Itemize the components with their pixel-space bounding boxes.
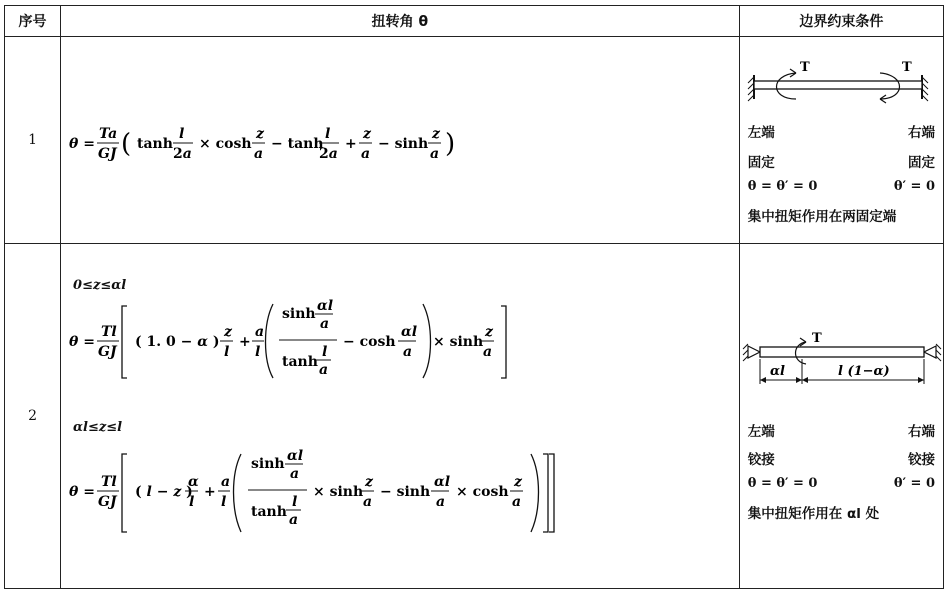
formula-1-equation	[61, 37, 737, 242]
row-index: 2	[5, 244, 61, 589]
svg-text:Tl: Tl	[101, 474, 117, 490]
svg-text:l: l	[224, 344, 230, 360]
header-index: 序号	[5, 6, 61, 37]
load-note-row	[748, 205, 935, 225]
boundary-equations	[748, 476, 935, 491]
row-index: 1	[5, 37, 61, 244]
svg-text:2a: 2a	[319, 146, 338, 162]
svg-text:a: a	[512, 494, 522, 510]
svg-text:GJ: GJ	[98, 146, 117, 162]
svg-text:θ =: θ =	[69, 484, 95, 500]
svg-text:− tanh: − tanh	[271, 136, 324, 152]
torque-label-left: T	[799, 60, 810, 75]
svg-text:Tl: Tl	[101, 324, 117, 340]
svg-text:tanh: tanh	[251, 504, 287, 520]
svg-text:a: a	[221, 474, 231, 490]
svg-text:tanh: tanh	[282, 354, 318, 370]
svg-text:l: l	[189, 494, 195, 510]
svg-text:a: a	[483, 344, 493, 360]
svg-text:× sinh: × sinh	[433, 334, 484, 350]
svg-text:a: a	[363, 494, 373, 510]
svg-text:z: z	[363, 126, 371, 142]
right-end-label: 右端	[908, 424, 935, 440]
support-types	[748, 151, 935, 171]
svg-text:− sinh: − sinh	[378, 136, 429, 152]
left-end-label: 左端	[747, 125, 775, 141]
range-label-2: αl≤z≤l	[73, 420, 123, 435]
svg-text:l: l	[179, 126, 185, 142]
svg-text:( 1. 0 − α ): ( 1. 0 − α )	[135, 334, 220, 350]
svg-text:sinh: sinh	[251, 456, 285, 472]
svg-text:+: +	[204, 484, 216, 500]
svg-text:( l − z ): ( l − z )	[135, 484, 193, 500]
right-support-type: 固定	[908, 155, 935, 171]
pinned-beam-diagram	[740, 244, 944, 394]
svg-text:αl: αl	[287, 448, 304, 464]
svg-text:z: z	[365, 474, 373, 490]
formula-cell	[61, 37, 740, 244]
svg-text:a: a	[320, 316, 330, 332]
svg-text:a: a	[436, 494, 446, 510]
left-boundary-eq: θ = θ′ = 0	[747, 179, 818, 194]
torsion-table	[4, 5, 944, 589]
svg-text:Ta: Ta	[99, 126, 118, 142]
load-note: 集中扭矩作用在 αl 处	[747, 506, 880, 522]
svg-text:2a: 2a	[173, 146, 192, 162]
left-support-type: 固定	[747, 155, 775, 171]
right-boundary-eq: θ′ = 0	[893, 179, 935, 194]
segment-label-2: l (1−α)	[837, 364, 890, 379]
svg-text:z: z	[514, 474, 522, 490]
left-boundary-eq: θ = θ′ = 0	[747, 476, 818, 491]
load-note: 集中扭矩作用在两固定端	[747, 209, 897, 225]
svg-text:a: a	[319, 362, 329, 378]
svg-text:a: a	[289, 512, 299, 528]
svg-text:a: a	[430, 146, 440, 162]
formula-cell	[61, 244, 740, 589]
svg-text:l: l	[255, 344, 261, 360]
svg-text:z: z	[432, 126, 440, 142]
svg-text:z: z	[485, 324, 493, 340]
svg-text:− cosh: − cosh	[343, 334, 396, 350]
svg-text:+: +	[239, 334, 251, 350]
svg-text:θ =: θ =	[69, 136, 95, 152]
condition-cell	[739, 244, 943, 589]
svg-text:a: a	[361, 146, 371, 162]
condition-cell	[739, 37, 943, 244]
left-end-label: 左端	[747, 424, 775, 440]
svg-text:l: l	[325, 126, 331, 142]
svg-text:− sinh: − sinh	[380, 484, 431, 500]
svg-text:a: a	[255, 324, 265, 340]
right-boundary-eq: θ′ = 0	[893, 476, 935, 491]
svg-text:l: l	[322, 344, 328, 360]
svg-text:× sinh: × sinh	[313, 484, 364, 500]
right-support-type: 铰接	[908, 452, 935, 468]
svg-text:sinh: sinh	[282, 306, 316, 322]
support-types	[748, 448, 935, 468]
segment-label-1: αl	[769, 364, 785, 379]
svg-text:θ =: θ =	[69, 334, 95, 350]
svg-text:a: a	[290, 466, 300, 482]
load-note-row	[748, 502, 935, 522]
right-end-label: 右端	[908, 125, 935, 141]
svg-text:a: a	[403, 344, 413, 360]
svg-text:(: (	[121, 129, 132, 159]
svg-text:a: a	[254, 146, 264, 162]
svg-text:l: l	[292, 494, 298, 510]
svg-text:tanh: tanh	[137, 136, 173, 152]
left-support-type: 铰接	[747, 452, 775, 468]
svg-text:GJ: GJ	[98, 344, 117, 360]
svg-text:+: +	[345, 136, 357, 152]
header-condition: 边界约束条件	[739, 6, 943, 37]
svg-text:z: z	[224, 324, 232, 340]
header-angle: 扭转角 θ	[61, 6, 740, 37]
table-row	[5, 244, 944, 589]
torque-label-right: T	[901, 60, 912, 75]
svg-text:GJ: GJ	[98, 494, 117, 510]
svg-text:l: l	[221, 494, 227, 510]
svg-text:× cosh: × cosh	[199, 136, 252, 152]
table-row	[5, 37, 944, 244]
boundary-equations	[748, 179, 935, 194]
torque-label: T	[811, 331, 822, 346]
end-labels	[748, 420, 935, 440]
svg-text:αl: αl	[401, 324, 418, 340]
svg-text:αl: αl	[434, 474, 451, 490]
svg-text:× cosh: × cosh	[456, 484, 509, 500]
header-row	[5, 6, 944, 37]
range-label-1: 0≤z≤αl	[73, 278, 127, 293]
formula-2-equations	[61, 244, 737, 587]
end-labels	[748, 121, 935, 141]
svg-text:αl: αl	[317, 298, 334, 314]
svg-text:z: z	[256, 126, 264, 142]
fixed-beam-diagram	[740, 37, 944, 117]
svg-text:): )	[445, 129, 456, 159]
svg-text:α: α	[188, 474, 199, 490]
